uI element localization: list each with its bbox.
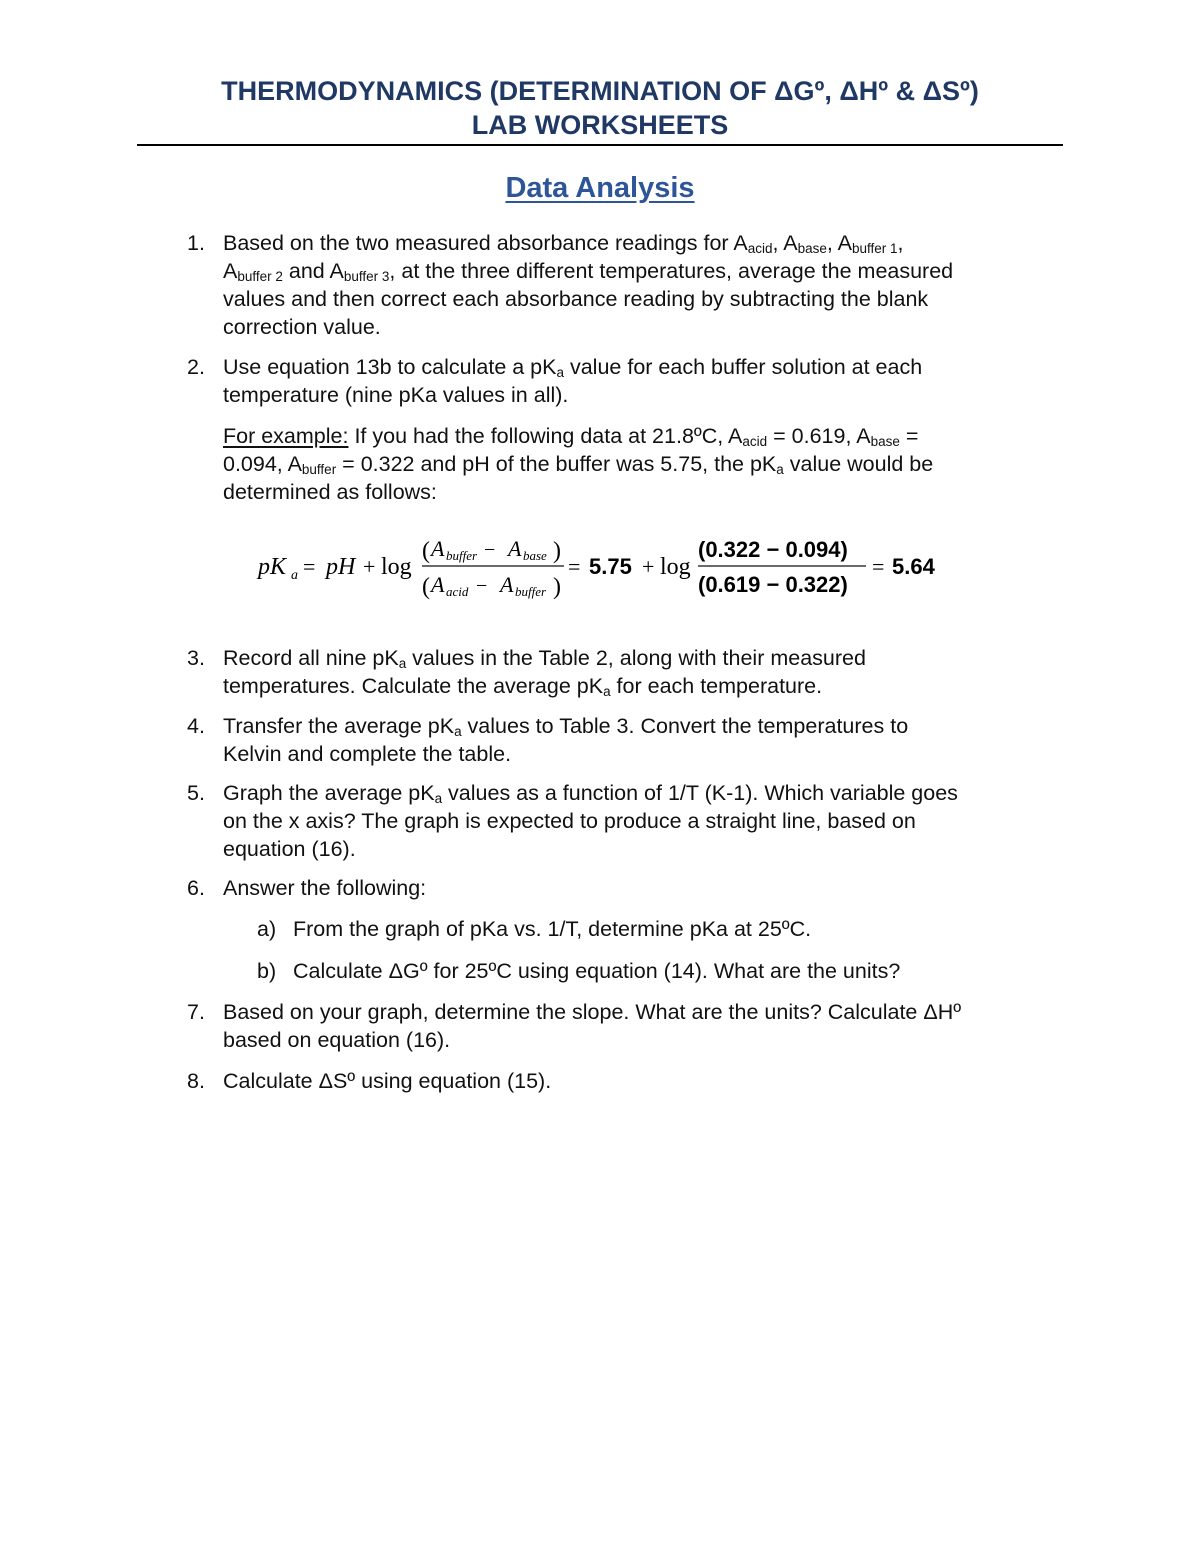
item-7-text: [223, 998, 1053, 1054]
eq-den-a1-sub: acid: [446, 584, 469, 599]
item-1-line-3: values and then correct each absorbance reading by subtracting the blank: [223, 287, 929, 311]
item-6-number: 6.: [187, 876, 205, 900]
item-8-text: Calculate ΔSº using equation (15).: [223, 1069, 552, 1093]
eq-den-a2: A: [500, 572, 514, 597]
title-divider: [137, 144, 1063, 146]
item-8-number: 8.: [187, 1069, 205, 1093]
eq-value-575: 5.75: [589, 554, 632, 579]
example-line-2: 0.094, $A_{buffer} = 0.322$ and pH of the buffer was 5.75, the $pK_a$ value would be: [223, 452, 934, 477]
item-4-line-1: Transfer the average $pK_a$ values to Table 3. Convert the temperatures to: [223, 714, 909, 739]
item-6a-label: a): [257, 917, 277, 941]
item-1-line-1: Based on the two measured absorbance readings for $A_{acid}$, $A_{base}$, $A_{buffer 1}$,: [223, 231, 904, 256]
item-4-text: [223, 712, 1053, 768]
item-2-line-1: Use equation 13b to calculate a $pK_a$ value for each buffer solution at each: [223, 355, 923, 380]
example-line-3: determined as follows:: [223, 480, 437, 504]
item-1-line-2: $A_{buffer 2}$ and $A_{buffer 3}$, at the three different temperatures, average the measured: [223, 259, 954, 284]
eq-den-values: (0.619 − 0.322): [698, 572, 848, 597]
eq-equals-3: =: [872, 554, 885, 579]
item-1-number: 1.: [187, 231, 205, 255]
item-4-number: 4.: [187, 714, 205, 738]
title-line-2: LAB WORKSHEETS: [471, 110, 729, 140]
eq-den-lparen: (: [422, 574, 430, 600]
item-5-line-2: on the x axis? The graph is expected to produce a straight line, based on: [223, 809, 916, 833]
eq-lhs-sub: a: [291, 568, 298, 583]
eq-plus-1: +: [363, 554, 376, 579]
item-7-line-2: based on equation (16).: [223, 1028, 451, 1052]
item-2-number: 2.: [187, 355, 205, 379]
eq-result: 5.64: [892, 554, 935, 579]
eq-plus-2: +: [642, 554, 655, 579]
item-6a-text: From the graph of pKa vs. 1/T, determine pKa at 25ºC.: [293, 917, 812, 941]
document-title: [137, 74, 1063, 142]
eq-den-rparen: ): [553, 574, 561, 600]
eq-num-a1: A: [431, 536, 445, 561]
item-3-line-1: Record all nine $pK_a$ values in the Table 2, along with their measured: [223, 646, 866, 671]
item-4-line-2: Kelvin and complete the table.: [223, 742, 512, 766]
item-6b-label: b): [257, 959, 277, 983]
title-line-1: THERMODYNAMICS (DETERMINATION OF ΔGº, ΔHº & ΔSº): [221, 76, 979, 106]
equation-graphic: [250, 530, 970, 610]
item-5-number: 5.: [187, 781, 205, 805]
item-3-text: [223, 644, 1053, 700]
item-7-number: 7.: [187, 1000, 205, 1024]
pka-equation: [250, 530, 970, 610]
eq-den-a1: A: [431, 572, 445, 597]
item-5-line-3: equation (16).: [223, 837, 356, 861]
eq-log-1: log: [381, 554, 412, 580]
eq-equals-1: =: [303, 554, 316, 579]
eq-ph: pH: [326, 554, 356, 580]
eq-num-a2-sub: base: [523, 548, 547, 563]
eq-num-rparen: ): [553, 538, 561, 564]
eq-den-minus: −: [476, 575, 488, 597]
eq-num-a2: A: [508, 536, 522, 561]
example-label: For example:: [223, 424, 349, 448]
eq-num-values: (0.322 − 0.094): [698, 537, 848, 562]
item-6-text: Answer the following:: [223, 876, 427, 900]
item-1-text: [223, 229, 1053, 341]
section-heading: Data Analysis: [505, 172, 695, 204]
item-5-text: [223, 779, 1053, 863]
item-1-line-4: correction value.: [223, 315, 381, 339]
eq-num-a1-sub: buffer: [446, 548, 478, 563]
item-3-number: 3.: [187, 646, 205, 670]
eq-lhs-pk: pK: [258, 554, 287, 580]
item-2-text: [223, 353, 1053, 409]
eq-num-lparen: (: [422, 538, 430, 564]
item-6b-text: Calculate ΔGº for 25ºC using equation (14). What are the units?: [293, 959, 901, 983]
item-2-line-2: temperature (nine pKa values in all).: [223, 383, 569, 407]
eq-num-minus: −: [484, 539, 496, 561]
eq-den-a2-sub: buffer: [515, 584, 547, 599]
eq-log-2: log: [660, 554, 691, 580]
eq-equals-2: =: [568, 554, 581, 579]
example-paragraph: [223, 422, 1053, 506]
item-3-line-2: temperatures. Calculate the average $pK_a$ for each temperature.: [223, 674, 823, 699]
example-line-1: For example: If you had the following data at 21.8ºC, $A_{acid} = 0.619$, $A_{base}$ =: [223, 424, 919, 449]
item-5-line-1: Graph the average $pK_a$ values as a function of 1/T (K-1). Which variable goes: [223, 781, 958, 806]
item-7-line-1: Based on your graph, determine the slope. What are the units? Calculate ΔHº: [223, 1000, 962, 1024]
